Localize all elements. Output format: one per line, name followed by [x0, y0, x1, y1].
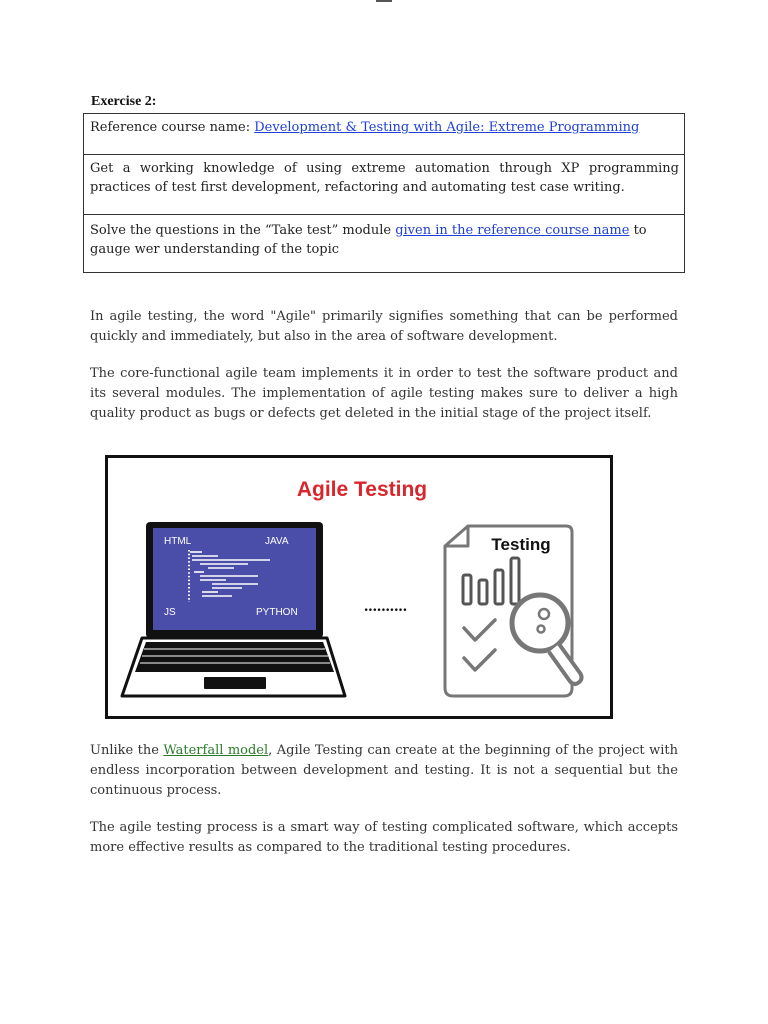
solve-prefix: Solve the questions in the “Take test” module [90, 223, 396, 238]
table-row [84, 215, 685, 273]
paragraph-waterfall [90, 741, 678, 801]
exercise-table [83, 113, 685, 273]
paragraph-agile-team: The core-functional agile team implements it in order to test the software product and its several modules. The implementation of agile testing makes sure to deliver a high quality product as bugs or defects get deleted in the initial stage of the project itself. [90, 366, 678, 421]
agile-testing-figure [105, 455, 613, 719]
connector-dots: •••••••••• [363, 606, 407, 616]
table-row [84, 114, 685, 155]
paragraph-agile-meaning: In agile testing, the word "Agile" primarily signifies something that can be performed quickly and immediately, but also in the area of software development. [90, 309, 678, 344]
reference-cell [84, 114, 685, 155]
exercise-title: Exercise 2: [91, 94, 157, 109]
solve-suffix: to gauge wer understanding of the topic [90, 223, 647, 257]
description-cell: Get a working knowledge of using extreme automation through XP programming practices of test first development, refactoring and automating test case writing. [84, 155, 685, 215]
laptop-icon [122, 522, 345, 696]
html-label: HTML [164, 536, 192, 547]
js-label: JS [164, 607, 176, 618]
page-top-mark [376, 0, 392, 2]
figure-title: Agile Testing [296, 478, 428, 501]
testing-label: Testing [491, 535, 551, 554]
waterfall-model-link[interactable]: Waterfall model [163, 743, 269, 758]
table-row [84, 155, 685, 215]
course-link[interactable]: Development & Testing with Agile: Extreme Programming [254, 120, 640, 135]
python-label: PYTHON [256, 607, 298, 618]
agile-testing-illustration [108, 458, 610, 716]
reference-prefix: Reference course name: [90, 120, 255, 135]
java-label: JAVA [265, 536, 289, 547]
paragraph-smart-way: The agile testing process is a smart way of testing complicated software, which accepts more effective results as compared to the traditional testing procedures. [90, 820, 678, 855]
solve-cell [84, 215, 685, 273]
p3-prefix: Unlike the [90, 743, 164, 758]
reference-course-link[interactable]: given in the reference course name [395, 223, 630, 238]
p3-suffix: , Agile Testing can create at the beginning of the project with endless incorporation between development and testing. It is not a sequential but the continuous process. [90, 743, 678, 798]
